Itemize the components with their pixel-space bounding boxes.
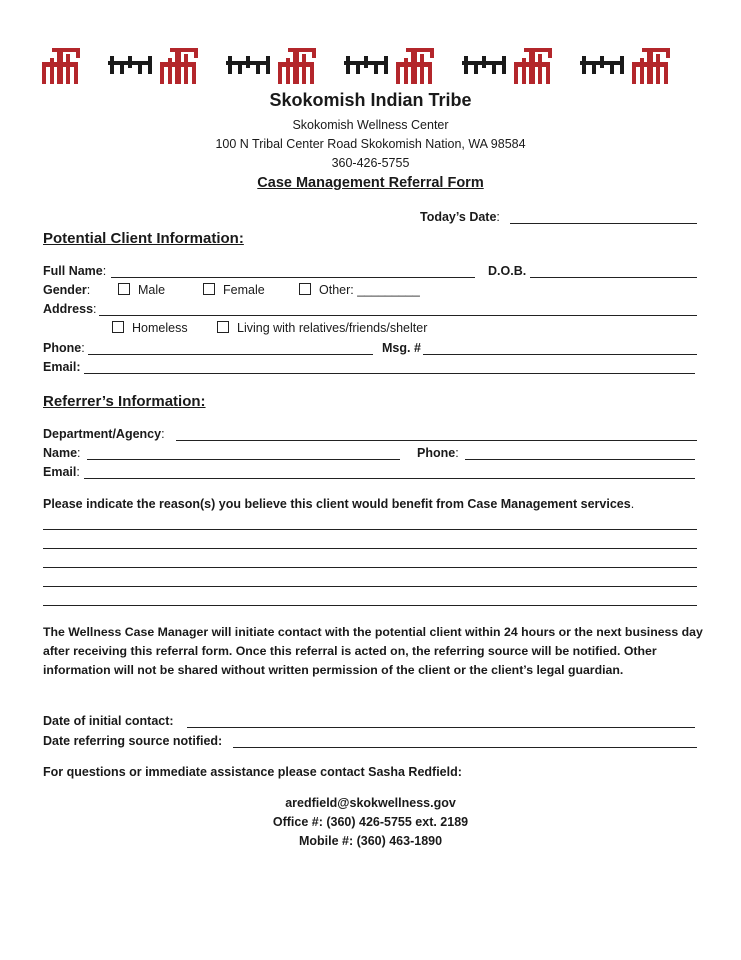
date-initial-contact-field[interactable]	[187, 727, 695, 728]
department-label: Department/Agency:	[43, 427, 165, 441]
msg-field[interactable]	[423, 354, 697, 355]
todays-date-field[interactable]	[510, 223, 697, 224]
wellness-center-name: Skokomish Wellness Center	[292, 118, 449, 132]
org-title: Skokomish Indian Tribe	[269, 90, 472, 110]
questions-text: For questions or immediate assistance please contact Sasha Redfield:	[43, 765, 462, 779]
male-checkbox[interactable]	[118, 283, 130, 295]
client-email-field[interactable]	[84, 373, 695, 374]
referrer-email-label: Email:	[43, 465, 80, 479]
case-manager-notice: The Wellness Case Manager will initiate contact with the potential client within 24 hours or the next business day after receiving this referral form. Once this referral is acted on, the referring source will be notified. Other information will not be shared without written permission of the client or the client’s legal guardian.	[43, 625, 703, 677]
reason-line-3[interactable]	[43, 567, 697, 568]
address-label: Address:	[43, 302, 97, 316]
date-notified-label: Date referring source notified:	[43, 734, 223, 748]
contact-email[interactable]: aredfield@skokwellness.gov	[285, 796, 456, 810]
gender-label: Gender:	[43, 283, 91, 297]
dob-label: D.O.B.	[488, 264, 527, 278]
client-email-label: Email:	[43, 360, 81, 374]
homeless-checkbox[interactable]	[112, 321, 124, 333]
date-notified-field[interactable]	[233, 747, 697, 748]
full-name-label: Full Name:	[43, 264, 107, 278]
referrer-name-field[interactable]	[87, 459, 400, 460]
tribal-border-graphic	[42, 44, 698, 86]
date-initial-contact-label: Date of initial contact:	[43, 714, 174, 728]
contact-mobile-phone: Mobile #: (360) 463-1890	[298, 834, 443, 848]
gender-male-option[interactable]: Male	[118, 283, 165, 297]
gender-other-option[interactable]: Other: _________	[299, 283, 420, 297]
dob-field[interactable]	[530, 277, 697, 278]
other-checkbox[interactable]	[299, 283, 311, 295]
gender-female-option[interactable]: Female	[203, 283, 265, 297]
reason-line-5[interactable]	[43, 605, 697, 606]
client-phone-field[interactable]	[88, 354, 373, 355]
homeless-option[interactable]: Homeless	[112, 321, 188, 335]
org-address: 100 N Tribal Center Road Skokomish Nation, WA 98584	[215, 137, 526, 151]
living-option[interactable]: Living with relatives/friends/shelter	[217, 321, 427, 335]
department-field[interactable]	[176, 440, 697, 441]
reason-line-4[interactable]	[43, 586, 697, 587]
reason-line-1[interactable]	[43, 529, 697, 530]
full-name-field[interactable]	[111, 277, 475, 278]
contact-office-phone: Office #: (360) 426-5755 ext. 2189	[272, 815, 469, 829]
org-phone: 360-426-5755	[331, 156, 410, 170]
client-phone-label: Phone:	[43, 341, 85, 355]
female-checkbox[interactable]	[203, 283, 215, 295]
referrer-name-label: Name:	[43, 446, 81, 460]
referrer-phone-field[interactable]	[465, 459, 695, 460]
todays-date-label: Today’s Date:	[420, 210, 500, 224]
referrer-phone-label: Phone:	[417, 446, 459, 460]
client-section-heading: Potential Client Information:	[43, 230, 244, 247]
living-checkbox[interactable]	[217, 321, 229, 333]
form-title: Case Management Referral Form	[257, 175, 484, 191]
reason-line-2[interactable]	[43, 548, 697, 549]
referrer-section-heading: Referrer’s Information:	[43, 393, 206, 410]
msg-label: Msg. #	[382, 341, 421, 355]
address-field[interactable]	[99, 315, 697, 316]
referrer-email-field[interactable]	[84, 478, 695, 479]
reason-prompt: Please indicate the reason(s) you believe this client would benefit from Case Management services.	[43, 497, 635, 511]
